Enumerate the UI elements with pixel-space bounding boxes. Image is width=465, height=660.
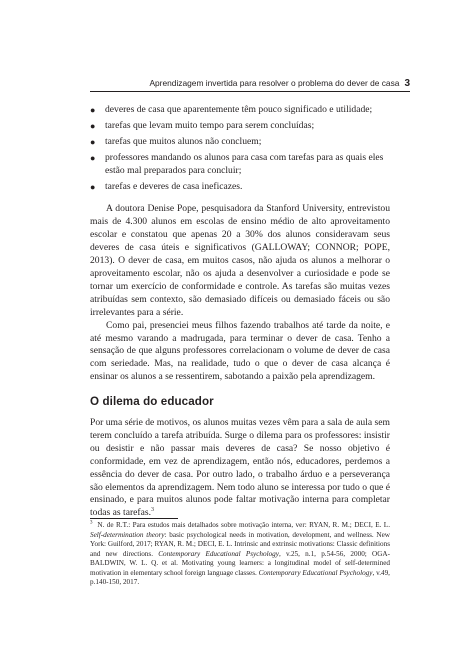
body-text [90, 104, 390, 520]
footnote-marker: 3 [90, 520, 93, 526]
bullet-dot-icon: ● [90, 120, 96, 131]
paragraph-parent-experience: Como pai, presenciei meus filhos fazendo trabalhos até tarde da noite, e até mesmo varando a madrugada, para terminar o dever de casa. Tenho a sensação de que alguns professores correlacionam o volume de dever de casa com seriedade. Mas, na realidade, tudo o que o dever de casa alcança é ensinar os alunos a se ressentirem, sabotando a paixão pela aprendizagem. [90, 319, 390, 383]
footnote-journal-title: Contemporary Educational Psychology [158, 549, 279, 558]
bullet-item: ● deveres de casa que aparentemente têm pouco significado e utilidade; [90, 104, 373, 115]
header-rule [90, 91, 410, 92]
bullet-item: ● tarefas que levam muito tempo para serem concluídas; [90, 119, 315, 131]
bullet-item: ● tarefas e deveres de casa ineficazes. [90, 180, 243, 192]
bullet-item: ● tarefas que muitos alunos não concluem; [90, 135, 262, 147]
page-number: 3 [404, 78, 410, 89]
bullet-list [90, 104, 390, 193]
bullet-dot-icon: ● [90, 105, 96, 115]
footnote: $^3$ N. de R.T.: Para estudos mais detalhados sobre motivação interna, ver: RYAN, R. M.; DECI, E. L. Self-determination theory: basic psychological needs in motivation, development, and wellness. New York: Guilford, 2017; RYAN, R. M.; DECI, E. L. Intrinsic and extrinsic motivations: Classic definitions and new directions. Contemporary Educational Psychology, v.25, n.1, p.54-56, 2000; OGA-BALDWIN, W. L. Q. et al. Motivating young learners: a longitudinal model of self-determined motivation in elementary school foreign language classes. Contemporary Educational Psychology, v.49, p.140-150, 2017. [90, 520, 391, 586]
running-header [90, 78, 410, 90]
bullet-dot-icon: ● [90, 152, 96, 163]
bullet-item: ● professores mandando os alunos para casa com tarefas para as quais eles estão mal preparados para concluir; [90, 151, 384, 176]
running-title: Aprendizagem invertida para resolver o problema do dever de casa [149, 78, 400, 88]
footnote-book-title: Self-determination theory [90, 530, 165, 539]
section-heading: O dilema do educador [90, 395, 214, 409]
paragraph-pope-study: A doutora Denise Pope, pesquisadora da Stanford University, entrevistou mais de 4.300 alunos em escolas de ensino médio de alto aproveitamento escolar e constatou que apenas 20 a 30% dos alunos consideravam seus deveres de casa úteis e significativos (GALLOWAY; CONNOR; POPE, 2013). O dever de casa, em muitos casos, não ajuda os alunos a melhorar o aproveitamento escolar, não os ajuda a desenvolver a curiosidade e pode se tornar um exercício de conformidade e controle. As tarefas são muitas vezes atribuídas sem contexto, são demasiado difíceis ou demasiado fáceis ou são irrelevantes para a série. [90, 203, 390, 318]
footnote-rule [90, 518, 178, 519]
footnote-reference[interactable]: 3 [151, 507, 155, 514]
footnote-journal-title: Contemporary Educational Psychology [258, 568, 373, 577]
bullet-dot-icon: ● [90, 136, 96, 147]
paragraph-educator-dilemma: Por uma série de motivos, os alunos muitas vezes vêm para a sala de aula sem terem concluído a tarefa atribuída. Surge o dilema para os professores: insistir ou desistir e não passar mais deveres de casa? Se nosso objetivo é conformidade, em vez de aprendizagem, então nós, educadores, perdemos a essência do dever de casa. Por outro lado, o trabalho árduo e a perseverança são elementos da aprendizagem. Nem todo aluno se interessa por tudo o que é ensinado, e para muitos alunos pode faltar motivação interna para completar todas as tarefas.$^3$ [90, 417, 390, 519]
bullet-dot-icon: ● [90, 181, 96, 192]
